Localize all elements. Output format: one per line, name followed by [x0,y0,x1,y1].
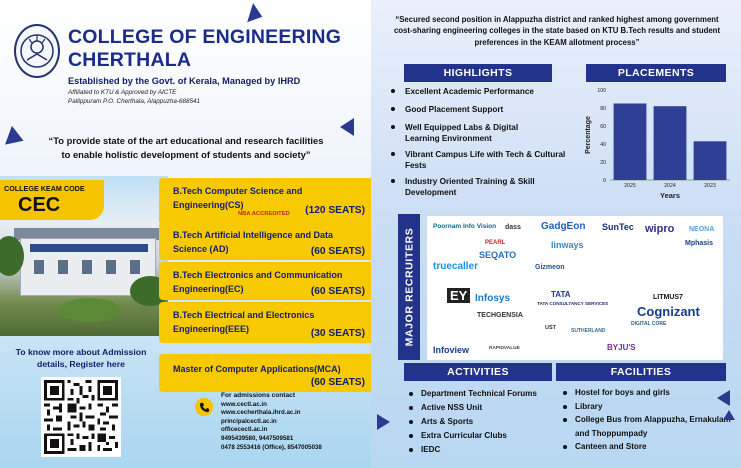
course-seats: (30 SEATS) [310,328,365,339]
phone-icon [195,398,213,416]
right-panel [371,0,741,468]
recruiter-logo: Mphasis [685,240,714,247]
placements-chart [576,82,736,200]
highlights-list [389,86,567,198]
chart-bar [614,104,647,181]
contact-email-office[interactable]: officecectl.ac.in [221,426,268,434]
recruiter-logo: truecaller [433,261,479,272]
course-card-ad [159,222,371,260]
registration-qr-code[interactable] [41,377,121,457]
recruiters-title: MAJOR RECRUITERS [403,227,416,347]
recruiter-logo: Poornam Info Vision [433,223,497,230]
college-name-line2: CHERTHALA [68,49,192,71]
facility-item: Library [561,400,737,414]
recruiter-logo: SUTHERLAND [571,328,606,334]
chart-x-tick: 2024 [664,183,676,189]
chart-y-tick: 0 [603,178,606,184]
recruiter-logo: Infosys [475,293,511,304]
recruiter-logo: TATA [551,290,571,299]
course-seats: (60 SEATS) [310,377,365,388]
contact-website[interactable]: www.cectl.ac.in [221,400,267,408]
decor-triangle-top [242,2,263,23]
mission-line2: to enable holistic development of students and society” [61,149,311,160]
nba-badge: NBA ACCREDITED [238,211,290,217]
highlight-item: Industry Oriented Training & Skill Development [389,176,567,198]
course-seats: (120 SEATS) [305,205,365,216]
recruiter-logo: PEARL [485,240,506,246]
decor-triangle-bottom-right-2 [723,410,735,420]
facility-item: College Bus from Alappuzha, Ernakulam and Thoppumpady [561,413,737,440]
chart-x-tick: 2023 [704,183,716,189]
activity-item: Arts & Sports [407,415,557,429]
course-card-mca [159,354,371,392]
chart-bar [694,141,727,180]
decor-triangle-bottom-left [377,414,390,430]
recruiter-logo-wall [427,216,723,360]
course-card-ec [159,262,371,300]
decor-triangle-bottom-right [717,390,730,406]
recruiter-logo: Cognizant [637,304,700,319]
college-name [68,26,368,72]
mission-line1: “To provide state of the art educational and research facilities [48,135,324,146]
highlight-item: Well Equipped Labs & Digital Learning Environment [389,122,567,144]
highlight-item: Good Placement Support [389,104,567,115]
chart-y-tick: 40 [600,142,606,148]
recruiter-logo: Infoview [433,345,470,355]
course-name: B.Tech Computer Science and Engineering(CS) [173,186,303,210]
chart-x-tick: 2025 [624,183,636,189]
recruiter-logo: SEQATO [479,250,517,260]
facilities-list [561,386,737,454]
chart-y-tick: 100 [597,88,606,94]
chart-y-tick: 80 [600,106,606,112]
recruiter-logo: Gizmeon [535,264,565,271]
recruiter-logo: GadgEon [541,221,586,232]
recruiter-logo: EY [447,288,470,303]
contact-phone-mobile: 9495439580, 9447509581 [221,434,294,442]
recruiter-logo: linways [551,240,584,250]
chart-x-label: Years [659,191,681,200]
course-name: B.Tech Electronics and Communication Engineering(EC) [173,270,343,294]
course-seats: (60 SEATS) [310,286,365,297]
activities-title: ACTIVITIES [404,363,552,381]
course-card-cs [159,178,371,225]
achievement-statement: “Secured second position in Alappuzha district and ranked highest among government cost-sharing engineering colleges in the state based on KTU B.Tech results and student preferences in the KEAM allotment process” [393,15,721,47]
course-seats: (60 SEATS) [310,246,365,257]
facility-item: Hostel for boys and girls [561,386,737,400]
facility-item: Canteen and Store [561,440,737,454]
recruiter-logo: NEONA [689,226,715,233]
affiliated-text: Affiliated to KTU & Approved by AICTE [68,89,177,96]
chart-y-tick: 60 [600,124,606,130]
course-name: B.Tech Electrical and Electronics Engineering(EEE) [173,310,315,334]
contact-phone-office: 0478 2553416 (Office), 8547005038 [221,443,322,451]
recruiter-logo: TECHGENSIA [477,312,523,319]
activity-item: Active NSS Unit [407,401,557,415]
contact-email-principal[interactable]: principalcectl.ac.in [221,417,277,425]
highlights-title: HIGHLIGHTS [404,64,552,82]
keam-code: CEC [18,194,61,216]
activity-item: IEDC [407,443,557,457]
mission-statement [10,134,362,162]
course-name: B.Tech Artificial Intelligence and Data Science (AD) [173,230,334,254]
keam-label: COLLEGE KEAM CODE [4,184,85,193]
recruiter-logo: LITMUS7 [653,294,683,301]
contact-website-ihrd[interactable]: www.cecherthala.ihrd.ac.in [221,409,301,417]
college-name-line1: COLLEGE OF ENGINEERING [68,26,342,48]
contact-heading: For admissions contact [221,392,296,399]
contact-info [221,392,369,452]
course-card-eee [159,302,371,343]
chart-y-tick: 20 [600,160,606,166]
recruiter-logo: SunTec [602,222,634,232]
keam-code-box [0,180,104,220]
chart-y-label: Percentage [585,116,592,154]
recruiter-logo: RAPIDVALUE [489,346,520,351]
recruiter-logo: BYJU'S [607,343,636,352]
activity-item: Department Technical Forums [407,387,557,401]
highlight-item: Vibrant Campus Life with Tech & Cultural Fests [389,149,567,171]
activity-item: Extra Curricular Clubs [407,429,557,443]
admission-note: To know more about Admission details, Register here [15,347,147,369]
facilities-title: FACILITIES [556,363,726,381]
college-logo [14,24,60,78]
course-name: Master of Computer Applications(MCA) [173,364,341,374]
recruiter-logo: wipro [645,223,675,235]
address-text: Pallippuram P.O. Cherthala, Alappuzha-688541 [68,98,200,105]
chart-bar [654,106,687,180]
recruiter-logo: dass [505,224,521,231]
activities-list [407,387,557,457]
recruiter-logo: UST [545,325,556,331]
established-text: Established by the Govt. of Kerala, Managed by IHRD [68,76,301,86]
recruiter-logo: TATA CONSULTANCY SERVICES [537,301,609,306]
highlight-item: Excellent Academic Performance [389,86,567,97]
recruiter-logo: DIGITAL CORE [631,321,667,327]
placements-title: PLACEMENTS [586,64,726,82]
